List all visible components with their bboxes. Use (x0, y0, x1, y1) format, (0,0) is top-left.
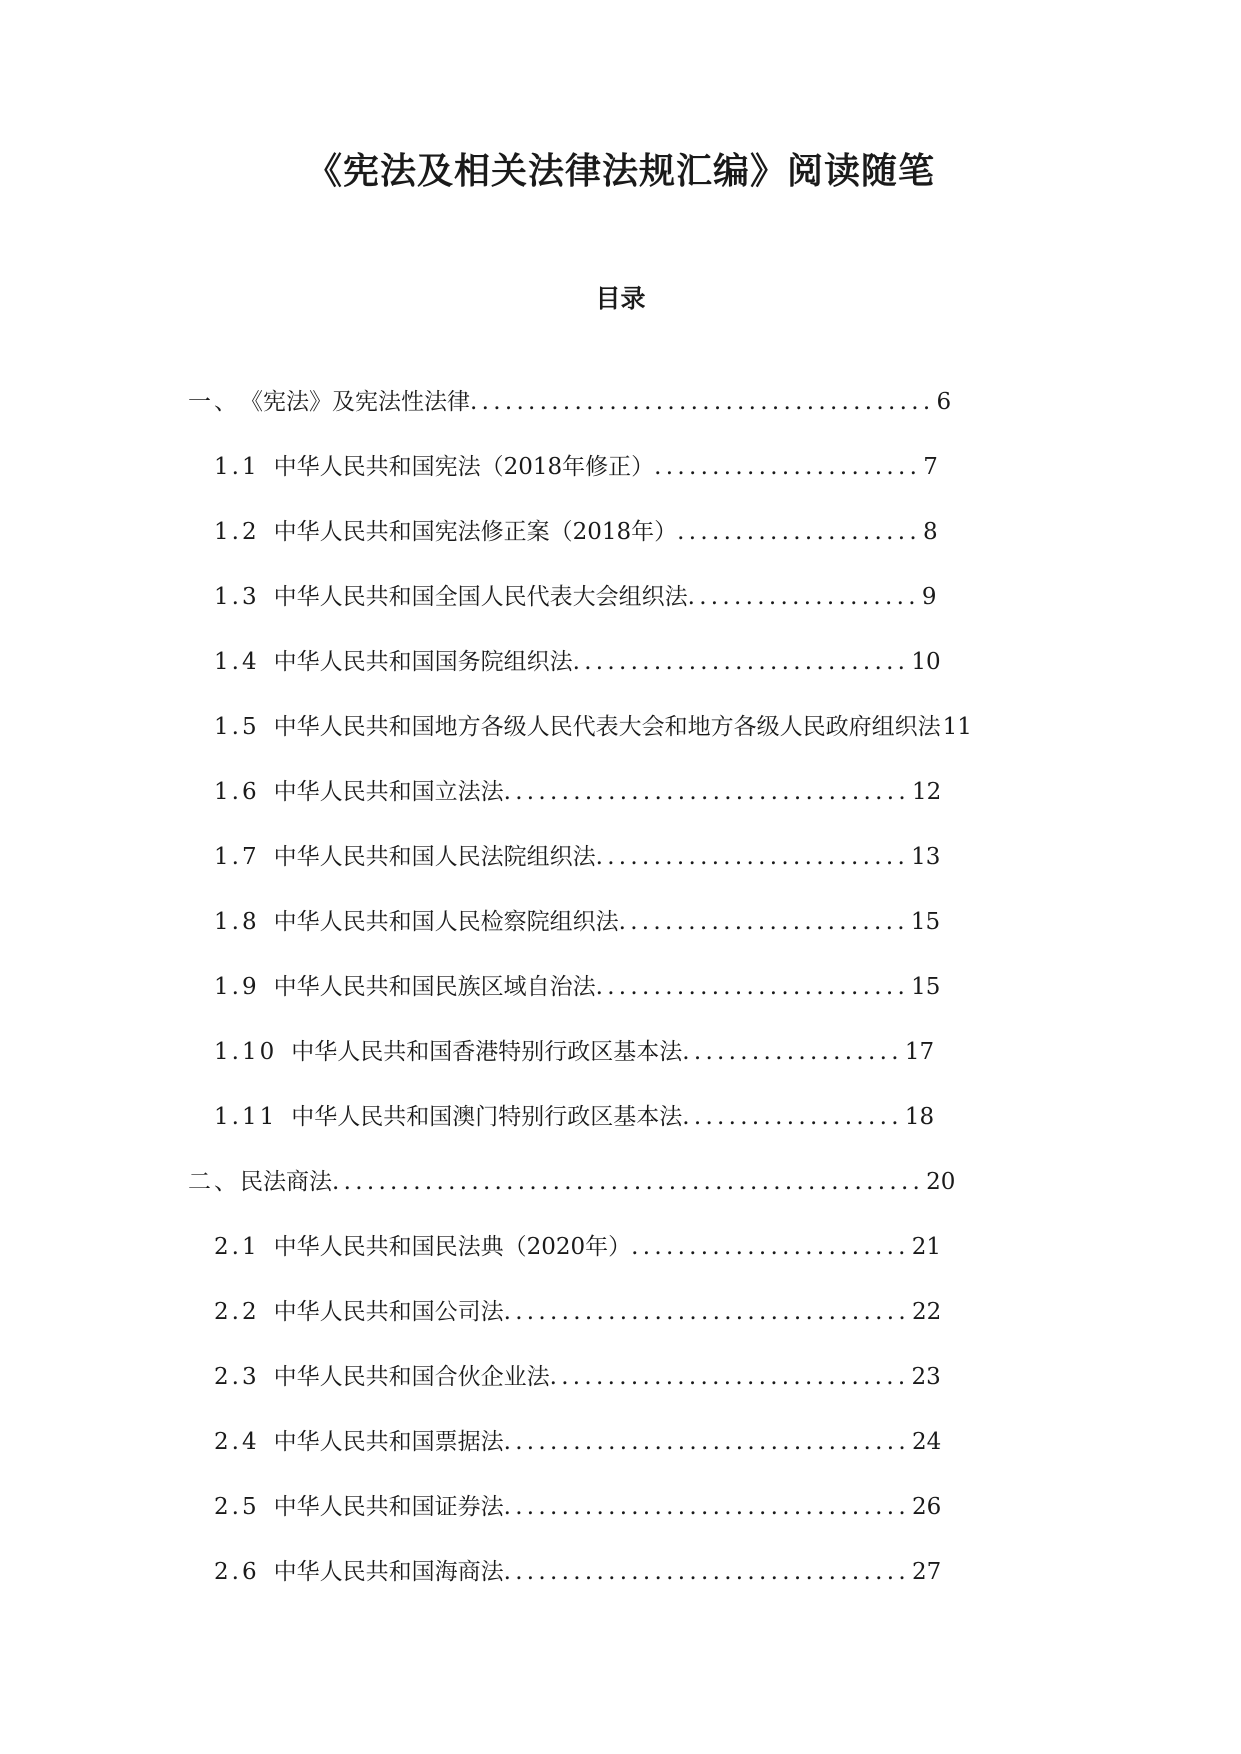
toc-entry-row (214, 515, 938, 549)
toc-entry-page-number: 15 (910, 909, 941, 935)
toc-entry-page-number: 20 (926, 1169, 956, 1195)
toc-leader-dots: ................................... (503, 1429, 910, 1455)
toc-leader-dots: ........................ (631, 1234, 910, 1260)
toc-entry-title: 中华人民共和国人民法院组织法 (273, 844, 596, 870)
toc-entry-number: 1.2 (214, 519, 260, 545)
toc-entry-number: 二、 (188, 1169, 240, 1195)
toc-entry-page-number: 13 (911, 844, 941, 870)
toc-entry-title: 中华人民共和国公司法 (273, 1299, 504, 1325)
toc-entry-title: 中华人民共和国人民检察院组织法 (273, 909, 619, 935)
toc-entry-number: 1.7 (214, 844, 260, 870)
toc-entry-number: 1.3 (214, 584, 260, 610)
toc-leader-dots: ................................... (503, 779, 910, 805)
toc-entry-row (214, 1425, 941, 1459)
toc-entry-row (214, 1360, 941, 1394)
toc-section[interactable] (0, 1165, 1241, 1230)
toc-subsection[interactable] (0, 645, 1241, 710)
toc-entry-title: 中华人民共和国全国人民代表大会组织法 (273, 584, 688, 610)
toc-leader-dots: ................... (682, 1039, 903, 1065)
toc-entry-number: 一、 (188, 389, 240, 415)
toc-subsection[interactable] (0, 1490, 1241, 1555)
document-title: 《宪法及相关法律法规汇编》阅读随笔 (305, 150, 935, 192)
toc-entry-number: 1.6 (214, 779, 260, 805)
toc-subsection[interactable] (0, 905, 1241, 970)
toc-entry-title: 中华人民共和国宪法修正案（2018年） (273, 519, 678, 545)
toc-subsection[interactable] (0, 1035, 1241, 1100)
toc-entry-page-number: 7 (923, 454, 938, 480)
toc-entry-page-number: 11 (942, 714, 972, 740)
toc-entry-row (214, 775, 941, 809)
toc-leader-dots: ........................... (595, 974, 910, 1000)
toc-entry-row (214, 645, 941, 679)
toc-leader-dots: ..................... (677, 519, 921, 545)
toc-entry-row (214, 1555, 941, 1589)
toc-entry-row (214, 1490, 941, 1524)
toc-entry-number: 1.4 (214, 649, 260, 675)
toc-entry-number: 1.5 (214, 714, 260, 740)
toc-entry-page-number: 24 (911, 1429, 942, 1455)
toc-entry-number: 2.6 (214, 1559, 260, 1585)
toc-entry-title: 中华人民共和国澳门特别行政区基本法 (291, 1104, 683, 1130)
toc-leader-dots: ................................................... (332, 1169, 925, 1195)
toc-leader-dots: .................... (687, 584, 920, 610)
toc-entry-title: 中华人民共和国票据法 (273, 1429, 504, 1455)
toc-leader-dots: ................................... (503, 1494, 910, 1520)
toc-entry-number: 1.10 (214, 1039, 278, 1065)
toc-entry-row (214, 1295, 941, 1329)
toc-entry-page-number: 21 (911, 1234, 942, 1260)
toc-subsection[interactable] (0, 775, 1241, 840)
toc-subsection[interactable] (0, 1230, 1241, 1295)
toc-entry-row (214, 1100, 934, 1134)
toc-subsection[interactable] (0, 970, 1241, 1035)
toc-leader-dots: ....................... (654, 454, 922, 480)
toc-entry-title: 中华人民共和国民法典（2020年） (273, 1234, 632, 1260)
toc-entry-title: 中华人民共和国合伙企业法 (273, 1364, 550, 1390)
toc-entry-page-number: 12 (911, 779, 942, 805)
toc-entry-row (214, 580, 936, 614)
toc-subsection[interactable] (0, 450, 1241, 515)
toc-subsection[interactable] (0, 1555, 1241, 1620)
toc-entry-row (214, 450, 938, 484)
toc-entry-row (188, 1165, 955, 1199)
toc-entry-number: 2.3 (214, 1364, 260, 1390)
toc-entry-row (214, 710, 972, 744)
toc-entry-title: 中华人民共和国立法法 (273, 779, 504, 805)
toc-subsection[interactable] (0, 1295, 1241, 1360)
toc-entry-title: 中华人民共和国宪法（2018年修正） (273, 454, 655, 480)
toc-entry-number: 2.2 (214, 1299, 260, 1325)
toc-entry-page-number: 26 (911, 1494, 942, 1520)
toc-leader-dots: ................................... (503, 1559, 910, 1585)
toc-entry-page-number: 18 (904, 1104, 935, 1130)
toc-subsection[interactable] (0, 1100, 1241, 1165)
toc-leader-dots: ........................................ (470, 389, 935, 415)
toc-entry-row (214, 840, 940, 874)
toc-subsection[interactable] (0, 1425, 1241, 1490)
toc-entry-number: 1.9 (214, 974, 260, 1000)
toc-entry-number: 2.5 (214, 1494, 260, 1520)
toc-entry-page-number: 23 (911, 1364, 941, 1390)
toc-entry-title: 中华人民共和国地方各级人民代表大会和地方各级人民政府组织法 (273, 714, 941, 740)
toc-entry-page-number: 15 (911, 974, 941, 1000)
toc-leader-dots: ................................... (503, 1299, 910, 1325)
toc-entry-title: 中华人民共和国民族区域自治法 (273, 974, 596, 1000)
toc-section[interactable] (0, 385, 1241, 450)
toc-entry-number: 2.4 (214, 1429, 260, 1455)
toc-leader-dots: ............................... (549, 1364, 910, 1390)
toc-entry-row (188, 385, 951, 419)
toc-entry-number: 1.11 (214, 1104, 278, 1130)
toc-entry-page-number: 8 (922, 519, 938, 545)
toc-entry-title: 民法商法 (240, 1169, 332, 1195)
toc-entry-number: 1.1 (214, 454, 260, 480)
toc-subsection[interactable] (0, 515, 1241, 580)
toc-heading: 目录 (595, 284, 646, 313)
toc-leader-dots: ............................. (572, 649, 910, 675)
toc-leader-dots: ......................... (618, 909, 909, 935)
toc-entry-number: 1.8 (214, 909, 260, 935)
toc-subsection[interactable] (0, 840, 1241, 905)
toc-entry-page-number: 6 (936, 389, 952, 415)
toc-leader-dots: ........................... (595, 844, 910, 870)
toc-entry-title: 中华人民共和国海商法 (273, 1559, 504, 1585)
toc-subsection[interactable] (0, 580, 1241, 645)
toc-entry-row (214, 970, 940, 1004)
toc-entry-title: 中华人民共和国香港特别行政区基本法 (291, 1039, 683, 1065)
toc-entry-page-number: 17 (904, 1039, 935, 1065)
toc-leader-dots: ................... (682, 1104, 903, 1130)
toc-subsection[interactable] (0, 710, 1241, 775)
toc-entry-page-number: 22 (911, 1299, 942, 1325)
toc-entry-page-number: 9 (921, 584, 937, 610)
table-of-contents (0, 385, 1241, 1620)
toc-entry-page-number: 27 (911, 1559, 942, 1585)
toc-subsection[interactable] (0, 1360, 1241, 1425)
toc-entry-row (214, 1035, 934, 1069)
toc-entry-title: 中华人民共和国证券法 (273, 1494, 504, 1520)
toc-entry-row (214, 905, 940, 939)
toc-entry-page-number: 10 (911, 649, 941, 675)
toc-entry-number: 2.1 (214, 1234, 260, 1260)
toc-entry-title: 《宪法》及宪法性法律 (240, 389, 470, 415)
toc-entry-title: 中华人民共和国国务院组织法 (273, 649, 573, 675)
toc-entry-row (214, 1230, 941, 1264)
